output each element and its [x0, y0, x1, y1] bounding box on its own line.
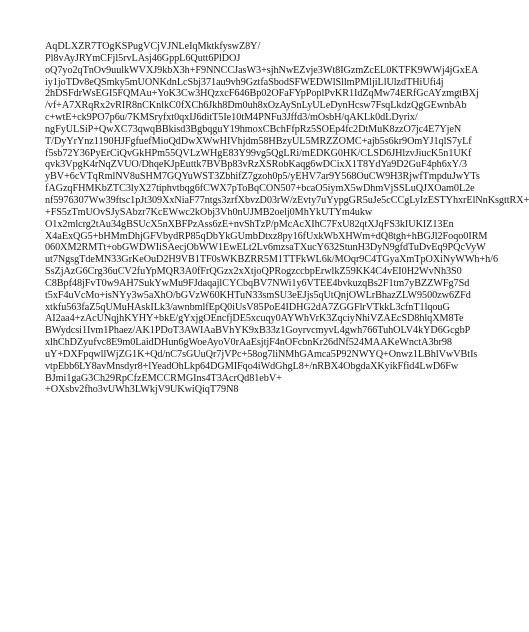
text-line: qvk3VpgK4rNqZVUO/DhqeKJpEuttk7BVBp83vRzXSRobKaqg6wDCixX1T8YdYa9D2GuF4ph6xY/3 — [45, 159, 467, 171]
text-line: O1x2mlcrg2tAu34gBSUcX5nXBFPzAss6zE+nvShTzP/pMcAcXIhC7FxU82qtXJqFS3kIUKIZ13En — [45, 218, 454, 230]
encoded-text-block — [45, 41, 529, 396]
text-line: 060XM2RMTt+obGWDWIiSAecjObWW1EwELt2Lv6mzsaTXucY632StunH3DyN9gfdTuDvEq9PQcVyW — [45, 242, 486, 254]
text-line: SsZjAzG6Crg36uCV2fuYpMQR3A0fFrQGzx2xXtjoQPRogzccbpErwlkZ59KK4C4vEI0H2WvNh3S0 — [45, 266, 462, 278]
text-line: ngFyULSiP+QwXC73qwqBBkisd3BgbqguY19hmoxCBchFfpRz5SOEp4fc2DtMuK8zzO7jc4E7YjeN — [45, 123, 462, 135]
text-line: AqDLXZR7TOgKSPugVCjVJNLeIqMktkfyswZ8Y/ — [45, 41, 261, 52]
text-line: X4aExQG5+bHMmDhjGFVbydRP85qDbYkGUmbDtxz8py16fUxkWbXHWm+dQ8tgh+hBGJl2Foqo0IRM — [45, 230, 488, 242]
text-line: /vf+A7XRqRx2vRIR8nCKnlkC0fXCh6Jkh8Dm0uh8xOzAySnLyULeDynHcsw7FsqLkdzQgGEwnbAb — [45, 100, 467, 112]
text-line: nf5976307Ww39ftsc1pJt309XxNiaF77ntgs3zrfXbvzD03rW/zEvty7uYypgGR5uJe5cCCgLyIzESTYhxrElNnKsgttRX+ — [45, 194, 529, 206]
text-line: xtkfu563faZ5qUMuHAskILk3/awnbmlfEpQ0iUsV85PoE4IDHG2dA7ZGGFlrVTkkL3cfnT1lqouG — [45, 301, 450, 313]
text-line: BJmi1gaG3Ch29RpCfzEMCCRMGIns4T3AcrQd81ebV+ — [45, 372, 282, 384]
text-line: BWydcsi1Ivm1Phaez/AK1PDoT3AWIAaBVhYK9xB33z1GoyrvcmyvL4gwh766TuhOLV4kYD6GcgbP — [45, 325, 471, 337]
text-line: iy1joTDv8eQSmky5mUONKdnLcSbj371au9vh9GztfaSbodSFWEDWlSllmPMljiLlUlzdTHiUfi4j — [45, 76, 444, 88]
text-line: t5xF4uVcMo+isNYy3w5aXhO/bGVzW60KHTuN33smSU3eEJjs5qUtQnjOWLrBhazZLW9500zw6ZFd — [45, 289, 471, 301]
text-line: +FS5zTmUOvSJySAbzr7KcEWwc2kObj3Vh0nUJMB2oelj0MhYkUTYm4ukw — [45, 206, 373, 218]
text-line: f5sb72Y36PyErCiQvGkHPm55QVLzWHgE83Y99vg5QgLRi/mEDKG0HK/CLSD6JHlzvJiucK5n1UKf — [45, 147, 472, 159]
text-line: xlhChDZyufvc8E9m0LaidDHun6gWoeAyoV0rAaEsjtjF4nOFcbnKr26dNf524MAAKeWnctA3br98 — [45, 337, 452, 349]
text-line: ut7NgsgTdeMN33GrKeOuD2H9VB1TF0sWKBZRR5M1TTFkWL6k/MOqr9C4TGyaXmTpOXiNyWWh+h/6 — [45, 254, 498, 266]
text-line: oQ7yo2qTnOv9uulkWVXJ9kbX3h+F9NNCCJasW3+sjhNwEZvje3Wt8IGzmZcEL0KTFK9WWj4jGxEA — [45, 64, 479, 76]
text-line: +OXsbv2fho3vUWh3LWkjV9UKwiQiqT79N8 — [45, 384, 239, 396]
text-line: 2hDSFdrWsEGI5FQMAu+YoK3Cw3HQzxcF646Bp02OFaFYpPoplPvKR1IdZqMw74ERfGcAYzmgtBXj — [45, 88, 479, 100]
text-line: Pl8vAyJRYmCFjl5rvLAsj46GppL6Qutt6PlDOJ — [45, 52, 241, 64]
text-line: yBV+6cVTqRmlNV8uSHM7GQYuWST3ZbhifZ7gzoh0p5/yEHV7ar9Y568OuCW9H3RjwfTmpduJwYTs — [45, 171, 480, 183]
text-line: c+wtE+ck9PO7p6u/7KMSryfxt0qxIJ6ditT5Ie10tM4PNFu3Jffd3/mOsbH/qAKLk0dLDyrix/ — [45, 112, 418, 124]
text-line: T/DyYrYnz1190HJFgfuefMioQdDwXWwHIVhjdm58HBzyUL5MRZZOMC+ajb5s6kr9OmYJ1qlS7yLf — [45, 135, 472, 147]
text-line: uY+DXFpqwllWjZG1K+Qd/nC7sGUuQr7jVPc+58og7liNMhGAmca5P92NWYQ+Onwz1LBhlVwVBtIs — [45, 348, 478, 360]
text-line: AI2aa4+zAcUNqjhKYHY+bkE/gYxjgOEncfjDE5xcuqy0AYWhVrK3ZqciyNhiVZAEcSD8hlqXM8Te — [45, 313, 464, 325]
text-line: fAGzqFHMKbZTC3lyX27tiphvtbqg6fCWX7pToBqCON507+bcaO5iymX5wDhmVjSSLuQJXOam0L2e — [45, 183, 475, 195]
text-line: C8Bpf48jFvT0w9AH7SukYwMu9FJdaqajlCYCbqBV7NWi1y6VTEE4bvkuzqBs2F1tm7yBZZWFg7Sd — [45, 277, 470, 289]
text-line: vtpEbb6LY8avMnsdyr8+lYeadOhLkp64DGMIFqo4iWdGhgL8+/nRBX4ObgdaXKyikFfid4LwD6Fw — [45, 360, 459, 372]
